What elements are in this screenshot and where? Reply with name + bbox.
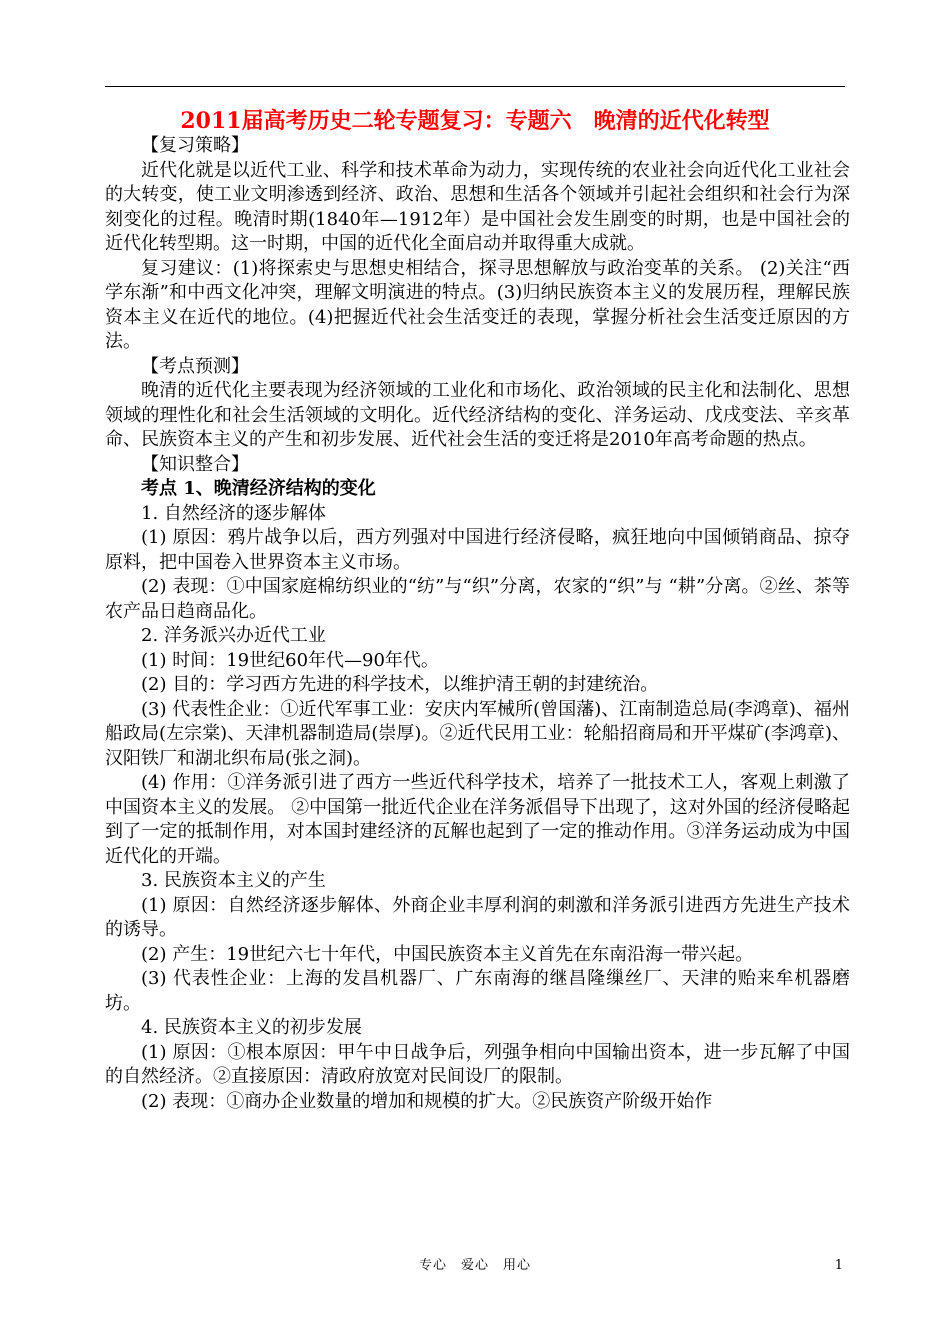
paragraph: 3. 民族资本主义的产生 (141, 870, 326, 891)
page-number: 1 (834, 1258, 843, 1273)
document-body (105, 134, 850, 1114)
header-rule (105, 86, 845, 87)
topic-heading: 考点 1、晚清经济结构的变化 (141, 478, 376, 499)
paragraph: 晚清的近代化主要表现为经济领域的工业化和市场化、政治领域的民主化和法制化、思想领域的理性化和社会生活领域的文明化。近代经济结构的变化、洋务运动、戊戌变法、辛亥革命、民族资本主义的产生和初步发展、近代社会生活的变迁将是2010年高考命题的热点。 (105, 380, 850, 450)
paragraph: 4. 民族资本主义的初步发展 (141, 1017, 362, 1038)
paragraph: (2) 表现：①商办企业数量的增加和规模的扩大。②民族资产阶级开始作 (141, 1090, 713, 1112)
paragraph: (3) 代表性企业：①近代军事工业：安庆内军械所(曾国藩)、江南制造总局(李鸿章)、福州船政局(左宗棠)、天津机器制造局(崇厚)。②近代民用工业：轮船招商局和开平煤矿(李鸿章)、汉阳铁厂和湖北织布局(张之洞)。 (105, 698, 850, 769)
paragraph: (2) 产生：19世纪六七十年代，中国民族资本主义首先在东南沿海一带兴起。 (141, 943, 754, 965)
footer-motto: 专心 爱心 用心 (418, 1258, 531, 1273)
paragraph: 复习建议：(1)将探索史与思想史相结合，探寻思想解放与政治变革的关系。 (2)关注“西学东渐”和中西文化冲突，理解文明演进的特点。(3)归纳民族资本主义的发展历程，理解民族资本主义在近代的地位。(4)把握近代社会生活变迁的表现，掌握分析社会生活变迁原因的方法。 (105, 257, 850, 352)
paragraph: 2. 洋务派兴办近代工业 (141, 625, 326, 646)
paragraph: (1) 时间：19世纪60年代—90年代。 (141, 649, 439, 671)
paragraph: (2) 目的：学习西方先进的科学技术，以维护清王朝的封建统治。 (141, 674, 659, 695)
paragraph: (1) 原因：①根本原因：甲午中日战争后，列强争相向中国输出资本，进一步瓦解了中国的自然经济。②直接原因：清政府放宽对民间设厂的限制。 (105, 1041, 850, 1087)
section-heading: 【知识整合】 (141, 453, 249, 475)
paragraph: (1) 原因：鸦片战争以后，西方列强对中国进行经济侵略，疯狂地向中国倾销商品、掠夺原料，把中国卷入世界资本主义市场。 (105, 527, 850, 573)
section-heading: 【考点预测】 (141, 355, 249, 377)
paragraph: 1. 自然经济的逐步解体 (141, 502, 326, 524)
paragraph: 近代化就是以近代工业、科学和技术革命为动力，实现传统的农业社会向近代化工业社会的大转变，使工业文明渗透到经济、政治、思想和生活各个领域并引起社会组织和社会行为深刻变化的过程。晚清时期(1840年—1912年）是中国社会发生剧变的时期，也是中国社会的近代化转型期。这一时期，中国的近代化全面启动并取得重大成就。 (105, 159, 850, 254)
document-title: 2011届高考历史二轮专题复习：专题六 晚清的近代化转型 (180, 108, 770, 134)
section-heading: 【复习策略】 (141, 135, 249, 156)
paragraph: (4) 作用：①洋务派引进了西方一些近代科学技术，培养了一批技术工人，客观上刺激了中国资本主义的发展。 ②中国第一批近代企业在洋务派倡导下出现了，这对外国的经济侵略起到了一定的抵制作用，对本国封建经济的瓦解也起到了一定的推动作用。③洋务运动成为中国近代化的开端。 (105, 772, 850, 867)
paragraph: (3) 代表性企业：上海的发昌机器厂、广东南海的继昌隆缫丝厂、天津的贻来牟机器磨坊。 (105, 968, 850, 1014)
paragraph: (1) 原因：自然经济逐步解体、外商企业丰厚利润的刺激和洋务派引进西方先进生产技术的诱导。 (105, 894, 850, 940)
paragraph: (2) 表现：①中国家庭棉纺织业的“纺”与“织”分离，农家的“织”与 “耕”分离。②丝、茶等农产品日趋商品化。 (105, 576, 850, 622)
